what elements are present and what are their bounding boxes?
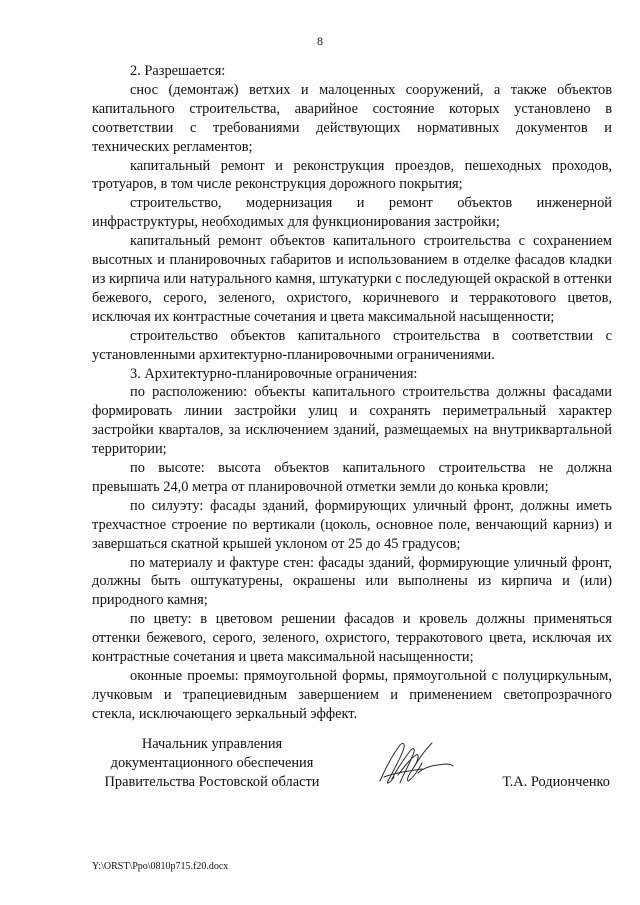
paragraph: снос (демонтаж) ветхих и малоценных сооружений, а также объектов капитального строительства, аварийное состояние которых установлено в соответствии с требованиями действующих нормативных документов и технических регламентов; (92, 81, 612, 155)
paragraph: по материалу и фактуре стен: фасады зданий, формирующие уличный фронт, должны быть оштукатурены, окрашены или выполнены из кирпича и (или) природного камня; (92, 554, 612, 609)
signatory-position (92, 735, 332, 792)
page-number: 8 (317, 34, 323, 48)
paragraph: капитальный ремонт и реконструкция проездов, пешеходных проходов, тротуаров, в том числе реконструкция дорожного покрытия; (92, 157, 612, 193)
file-path: Y:\ORST\Ppo\0810p715.f20.docx (92, 861, 229, 872)
handwritten-signature (374, 737, 454, 793)
paragraph: капитальный ремонт объектов капитального строительства с сохранением высотных и планировочных габаритов и использованием в отделке фасадов кладки из кирпича или натурального камня, штукатурки с последующей окраской в оттенки бежевого, серого, зеленого, охристого, коричневого и терракотового цветов, исключая их контрастные сочетания и цвета максимальной насыщенности; (92, 233, 612, 325)
signatory-position-line: документационного обеспечения (110, 754, 314, 771)
paragraph: 2. Разрешается: (130, 63, 226, 79)
paragraph: по цвету: в цветовом решении фасадов и кровель должны применяться оттенки бежевого, серого, зеленого, охристого, терракотового цвета, исключая их контрастные сочетания и цвета максимальной насыщенности; (92, 611, 612, 666)
paragraph: по силуэту: фасады зданий, формирующих уличный фронт, должны иметь трехчастное строение по вертикали (цоколь, основное поле, венчающий карниз) и завершаться скатной крышей уклоном от 25 до 45 градусов; (92, 497, 612, 552)
signatory-position-line: Начальник управления (141, 736, 283, 752)
paragraph: по расположению: объекты капитального строительства должны фасадами формировать линии застройки улиц и сохранять периметральный характер застройки кварталов, за исключением зданий, размещаемых на внутриквартальной территории; (92, 384, 612, 458)
signature-block (92, 735, 612, 795)
signatory-position-line: Правительства Ростовской области (104, 773, 320, 790)
paragraph: строительство, модернизация и ремонт объектов инженерной инфраструктуры, необходимых для функционирования застройки; (92, 195, 612, 231)
document-body (92, 62, 612, 724)
signatory-name: Т.А. Родионченко (502, 773, 610, 790)
paragraph: по высоте: высота объектов капитального строительства не должна превышать 24,0 метра от планировочной отметки земли до конька кровли; (92, 460, 612, 495)
paragraph: 3. Архитектурно-планировочные ограничения: (130, 365, 418, 382)
paragraph: оконные проемы: прямоугольной формы, прямоугольной с полуциркульным, лучковым и трапециевидным завершением и применением светопрозрачного стекла, исключающего зеркальный эффект. (92, 668, 612, 722)
paragraph: строительство объектов капитального строительства в соответствии с установленными архитектурно-планировочными ограничениями. (92, 327, 612, 363)
